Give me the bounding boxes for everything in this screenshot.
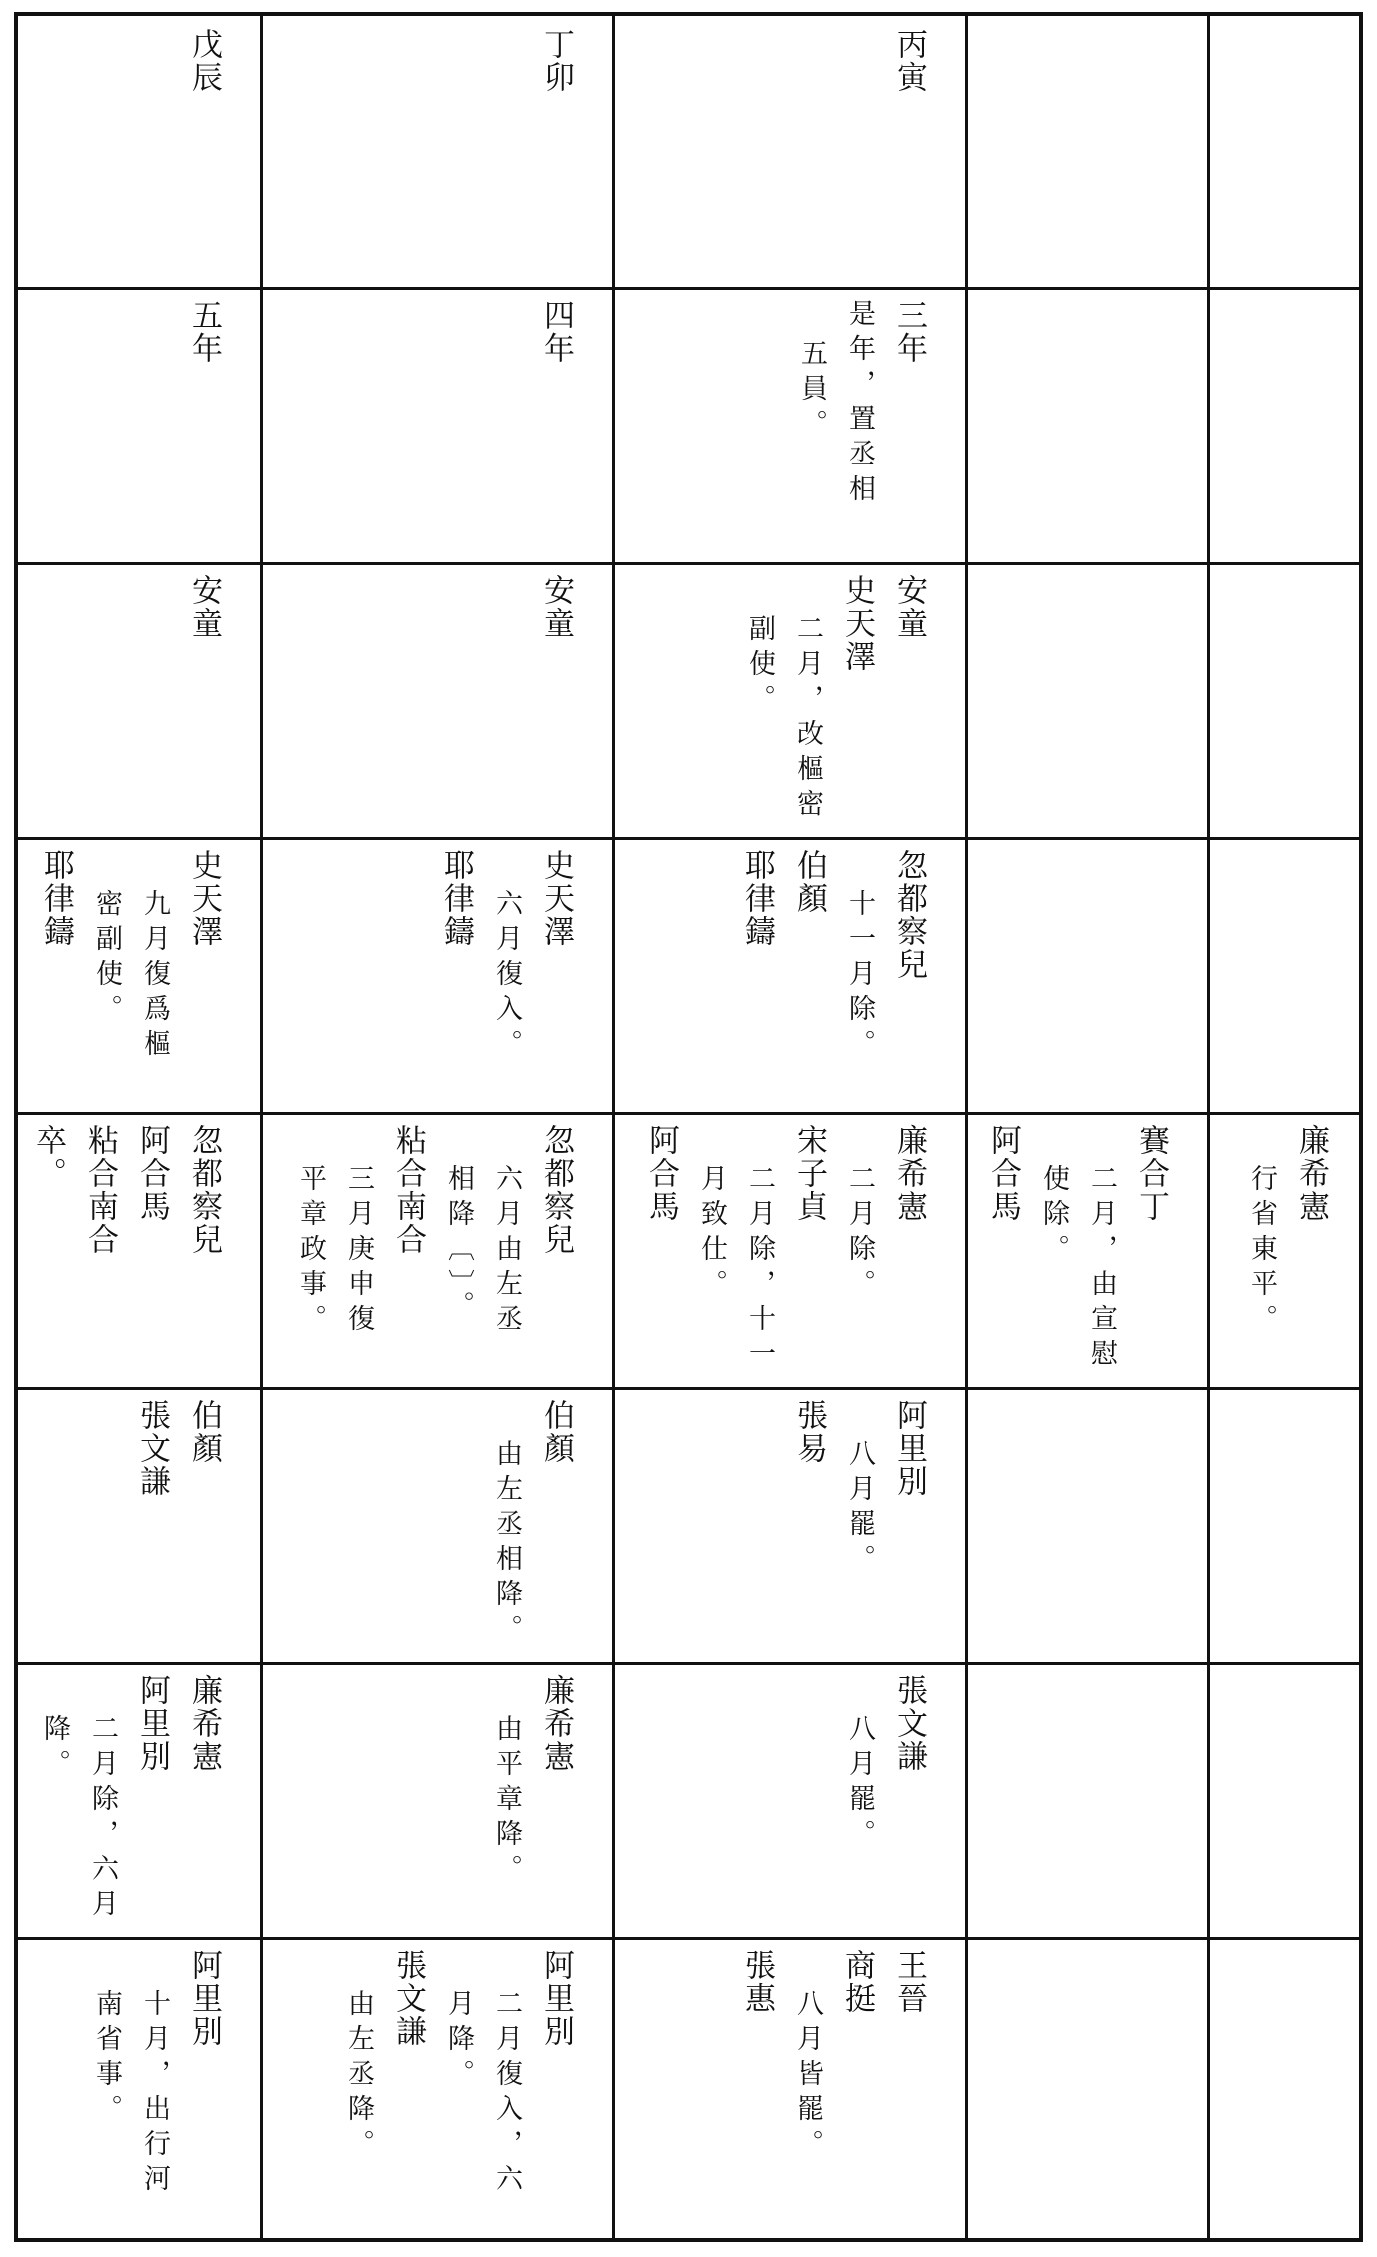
cell-note-text: 二月除，十一 [744, 1164, 775, 1374]
cell-note-text: 六月復入。 [491, 889, 522, 1064]
table-cell [965, 1937, 1203, 2242]
table-cell [260, 1387, 608, 1658]
table-cell [1207, 1662, 1363, 1933]
cell-name-text: 阿里別 [134, 1674, 170, 1773]
cell-name-text: 張文謙 [390, 1949, 426, 2048]
cell-name-text: 張文謙 [134, 1399, 170, 1498]
table-cell [18, 1662, 256, 1933]
cell-note-text: 使除。 [1038, 1164, 1069, 1269]
cell-name-text: 丙寅 [891, 28, 927, 94]
cell-note-text: 五員。 [796, 339, 827, 444]
table-cell [1207, 1112, 1363, 1383]
cell-name-text: 張易 [791, 1399, 827, 1465]
cell-name-text: 粘合南合 [82, 1124, 118, 1256]
table-cell [260, 16, 608, 283]
cell-name-text: 廉希憲 [538, 1674, 574, 1773]
table-cell [260, 287, 608, 558]
table-cell [18, 1937, 256, 2242]
cell-name-text: 戊辰 [186, 28, 222, 94]
cell-note-text: 降。 [39, 1714, 70, 1784]
cell-name-text: 耶律鑄 [38, 849, 74, 948]
cell-name-text: 忽都察兒 [891, 849, 927, 981]
cell-note-text: 三月庚申復 [343, 1164, 374, 1339]
cell-note-text: 十一月除。 [844, 889, 875, 1064]
cell-name-text: 史天澤 [839, 574, 875, 673]
cell-name-text: 賽合丁 [1133, 1124, 1169, 1223]
cell-name-text: 廉希憲 [186, 1674, 222, 1773]
cell-name-text: 史天澤 [186, 849, 222, 948]
cell-name-text: 伯顏 [186, 1399, 222, 1465]
table-cell [612, 287, 961, 558]
cell-name-text: 商挺 [839, 1949, 875, 2015]
cell-name-text: 安童 [891, 574, 927, 640]
table-cell [260, 1112, 608, 1383]
table-cell [965, 562, 1203, 833]
table-cell [612, 16, 961, 283]
table-cell [18, 1387, 256, 1658]
cell-name-text: 耶律鑄 [739, 849, 775, 948]
cell-name-text: 廉希憲 [891, 1124, 927, 1223]
cell-name-text: 安童 [186, 574, 222, 640]
cell-note-text: 相降〔〕。 [443, 1164, 474, 1326]
cell-name-text: 丁卯 [538, 28, 574, 94]
table-cell [18, 1112, 256, 1383]
cell-name-text: 阿合馬 [643, 1124, 679, 1223]
cell-note-text: 密副使。 [91, 889, 122, 1029]
table-cell [260, 837, 608, 1108]
table-cell [18, 16, 256, 283]
cell-name-text: 四年 [538, 299, 574, 365]
cell-note-text: 十月，出行河 [139, 1989, 170, 2199]
cell-name-text: 卒。 [30, 1124, 66, 1190]
cell-note-text: 二月除，六月 [87, 1714, 118, 1924]
table-cell [1207, 1387, 1363, 1658]
cell-name-text: 廉希憲 [1293, 1124, 1329, 1223]
table-cell [612, 837, 961, 1108]
cell-note-text: 是年，置丞相 [844, 299, 875, 509]
table-cell [965, 16, 1203, 283]
cell-name-text: 五年 [186, 299, 222, 365]
cell-note-text: 副使。 [744, 614, 775, 719]
cell-name-text: 粘合南合 [390, 1124, 426, 1256]
table-cell [1207, 562, 1363, 833]
table-cell [260, 1662, 608, 1933]
cell-note-text: 月降。 [443, 1989, 474, 2094]
cell-note-text: 九月復爲樞 [139, 889, 170, 1064]
cell-note-text: 二月，由宣慰 [1086, 1164, 1117, 1374]
cell-note-text: 由左丞相降。 [491, 1439, 522, 1649]
cell-name-text: 阿合馬 [985, 1124, 1021, 1223]
table-cell [612, 1112, 961, 1383]
table-cell [965, 1662, 1203, 1933]
cell-name-text: 伯顏 [791, 849, 827, 915]
table-cell [612, 1387, 961, 1658]
table-cell [612, 562, 961, 833]
table-cell [965, 1112, 1203, 1383]
cell-note-text: 月致仕。 [696, 1164, 727, 1304]
cell-name-text: 忽都察兒 [538, 1124, 574, 1256]
table-cell [965, 1387, 1203, 1658]
cell-note-text: 由左丞降。 [343, 1989, 374, 2164]
cell-name-text: 伯顏 [538, 1399, 574, 1465]
cell-name-text: 張文謙 [891, 1674, 927, 1773]
table-cell [1207, 287, 1363, 558]
cell-name-text: 阿合馬 [134, 1124, 170, 1223]
cell-note-text: 南省事。 [91, 1989, 122, 2129]
cell-note-text: 八月罷。 [844, 1714, 875, 1854]
cell-note-text: 二月復入，六 [491, 1989, 522, 2199]
cell-note-text: 平章政事。 [295, 1164, 326, 1339]
table-cell [1207, 16, 1363, 283]
table-cell [965, 287, 1203, 558]
table-cell [1207, 1937, 1363, 2242]
cell-note-text: 二月，改樞密 [792, 614, 823, 824]
cell-note-text: 行省東平。 [1246, 1164, 1277, 1339]
cell-note-text: 八月罷。 [844, 1439, 875, 1579]
cell-name-text: 史天澤 [538, 849, 574, 948]
cell-name-text: 阿里別 [538, 1949, 574, 2048]
table-cell [18, 287, 256, 558]
cell-name-text: 忽都察兒 [186, 1124, 222, 1256]
cell-note-text: 二月除。 [844, 1164, 875, 1304]
cell-note-text: 六月由左丞 [491, 1164, 522, 1339]
cell-name-text: 安童 [538, 574, 574, 640]
table-cell [1207, 837, 1363, 1108]
table-cell [965, 837, 1203, 1108]
cell-name-text: 三年 [891, 299, 927, 365]
table-cell [18, 562, 256, 833]
cell-name-text: 阿里別 [891, 1399, 927, 1498]
cell-note-text: 由平章降。 [491, 1714, 522, 1889]
cell-name-text: 張惠 [739, 1949, 775, 2015]
cell-name-text: 阿里別 [186, 1949, 222, 2048]
cell-name-text: 耶律鑄 [438, 849, 474, 948]
table-cell [612, 1662, 961, 1933]
table-cell [260, 1937, 608, 2242]
table-cell [260, 562, 608, 833]
cell-name-text: 王晉 [891, 1949, 927, 2015]
table-cell [612, 1937, 961, 2242]
table-cell [18, 837, 256, 1108]
cell-name-text: 宋子貞 [791, 1124, 827, 1223]
cell-note-text: 八月皆罷。 [792, 1989, 823, 2164]
